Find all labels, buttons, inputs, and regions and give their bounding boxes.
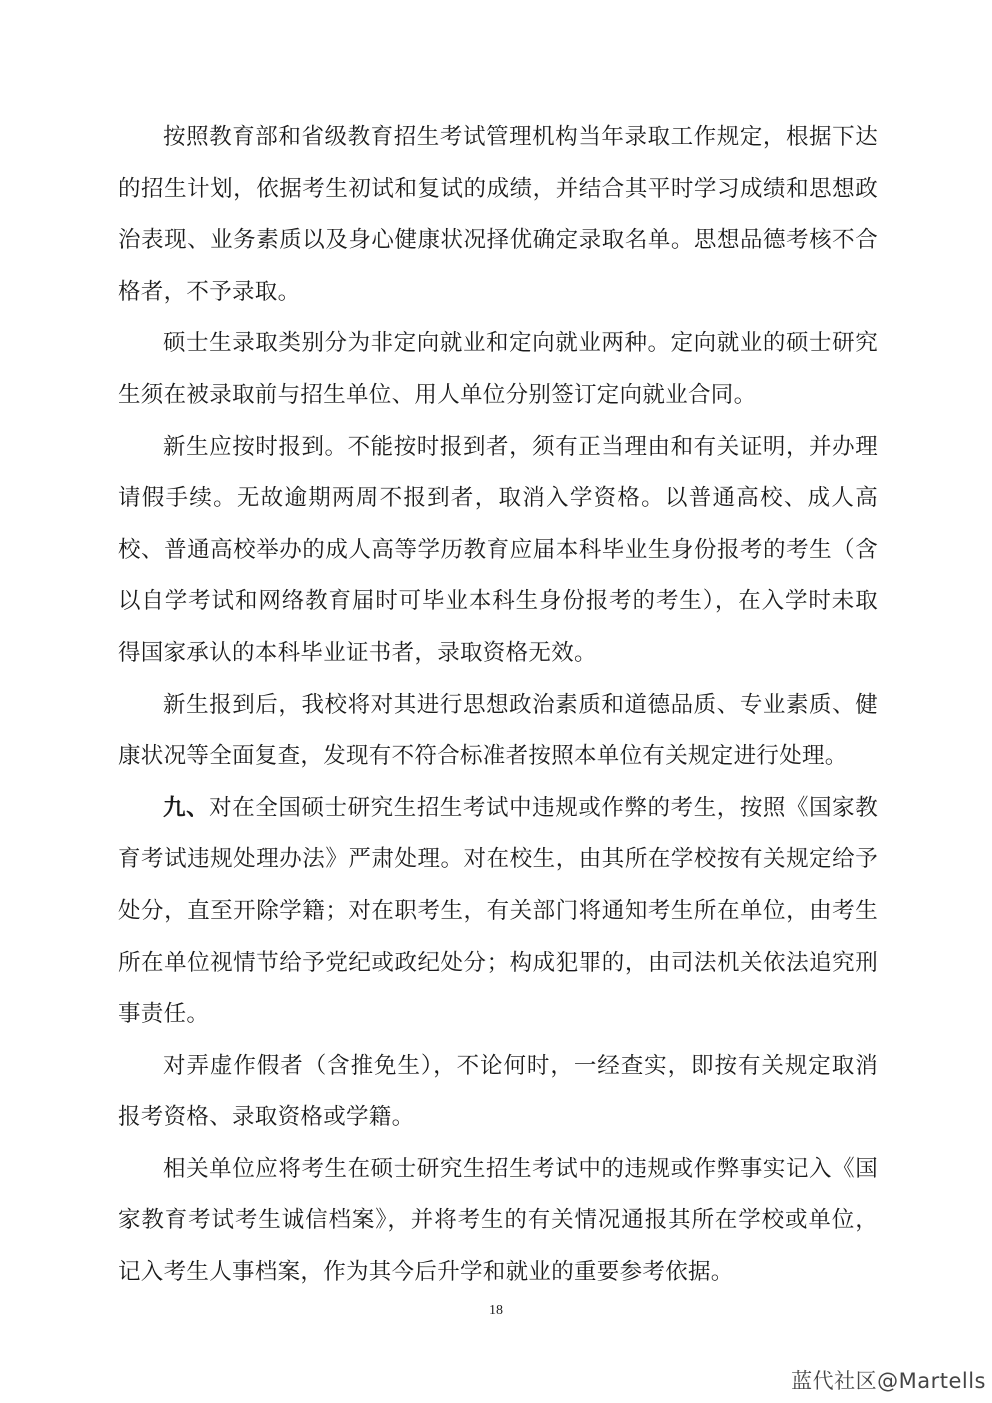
paragraph-text: 对弄虚作假者（含推免生），不论何时，一经查实，即按有关规定取消报考资格、录取资格或学籍。 [118, 1052, 878, 1131]
paragraph-admission-rules [118, 112, 878, 318]
paragraph-section-nine [118, 783, 878, 1041]
paragraph-text: 新生报到后，我校将对其进行思想政治素质和道德品质、专业素质、健康状况等全面复查，发现有不符合标准者按照本单位有关规定进行处理。 [118, 691, 878, 770]
page-number: 18 [489, 1303, 503, 1318]
paragraph-registration [118, 422, 878, 680]
paragraph-text: 硕士生录取类别分为非定向就业和定向就业两种。定向就业的硕士研究生须在被录取前与招生单位、用人单位分别签订定向就业合同。 [118, 330, 878, 408]
paragraph-text: 对在全国硕士研究生招生考试中违规或作弊的考生，按照《国家教育考试违规处理办法》严肃处理。对在校生，由其所在学校按有关规定给予处分，直至开除学籍；对在职考生，有关部门将通知考生所在单位，由考生所在单位视情节给予党纪或政纪处分；构成犯罪的，由司法机关依法追究刑事责任。 [118, 794, 878, 1028]
paragraph-fraud [118, 1041, 878, 1144]
paragraph-text: 新生应按时报到。不能按时报到者，须有正当理由和有关证明，并办理请假手续。无故逾期两周不报到者，取消入学资格。以普通高校、成人高校、普通高校举办的成人高等学历教育应届本科毕业生身份报考的考生（含以自学考试和网络教育届时可毕业本科生身份报考的考生），在入学时未取得国家承认的本科毕业证书者，录取资格无效。 [118, 433, 878, 666]
document-body [118, 112, 878, 1299]
section-number: 九、 [163, 794, 210, 821]
paragraph-text: 按照教育部和省级教育招生考试管理机构当年录取工作规定，根据下达的招生计划，依据考生初试和复试的成绩，并结合其平时学习成绩和思想政治表现、业务素质以及身心健康状况择优确定录取名单。思想品德考核不合格者，不予录取。 [118, 124, 878, 305]
paragraph-integrity-record [118, 1144, 878, 1299]
paragraph-admission-categories [118, 318, 878, 421]
paragraph-text: 相关单位应将考生在硕士研究生招生考试中的违规或作弊事实记入《国家教育考试考生诚信档案》，并将考生的有关情况通报其所在学校或单位，记入考生人事档案，作为其今后升学和就业的重要参考依据。 [118, 1155, 878, 1286]
paragraph-reexamination [118, 680, 878, 783]
watermark: 蓝代社区@Martells [791, 1369, 986, 1393]
